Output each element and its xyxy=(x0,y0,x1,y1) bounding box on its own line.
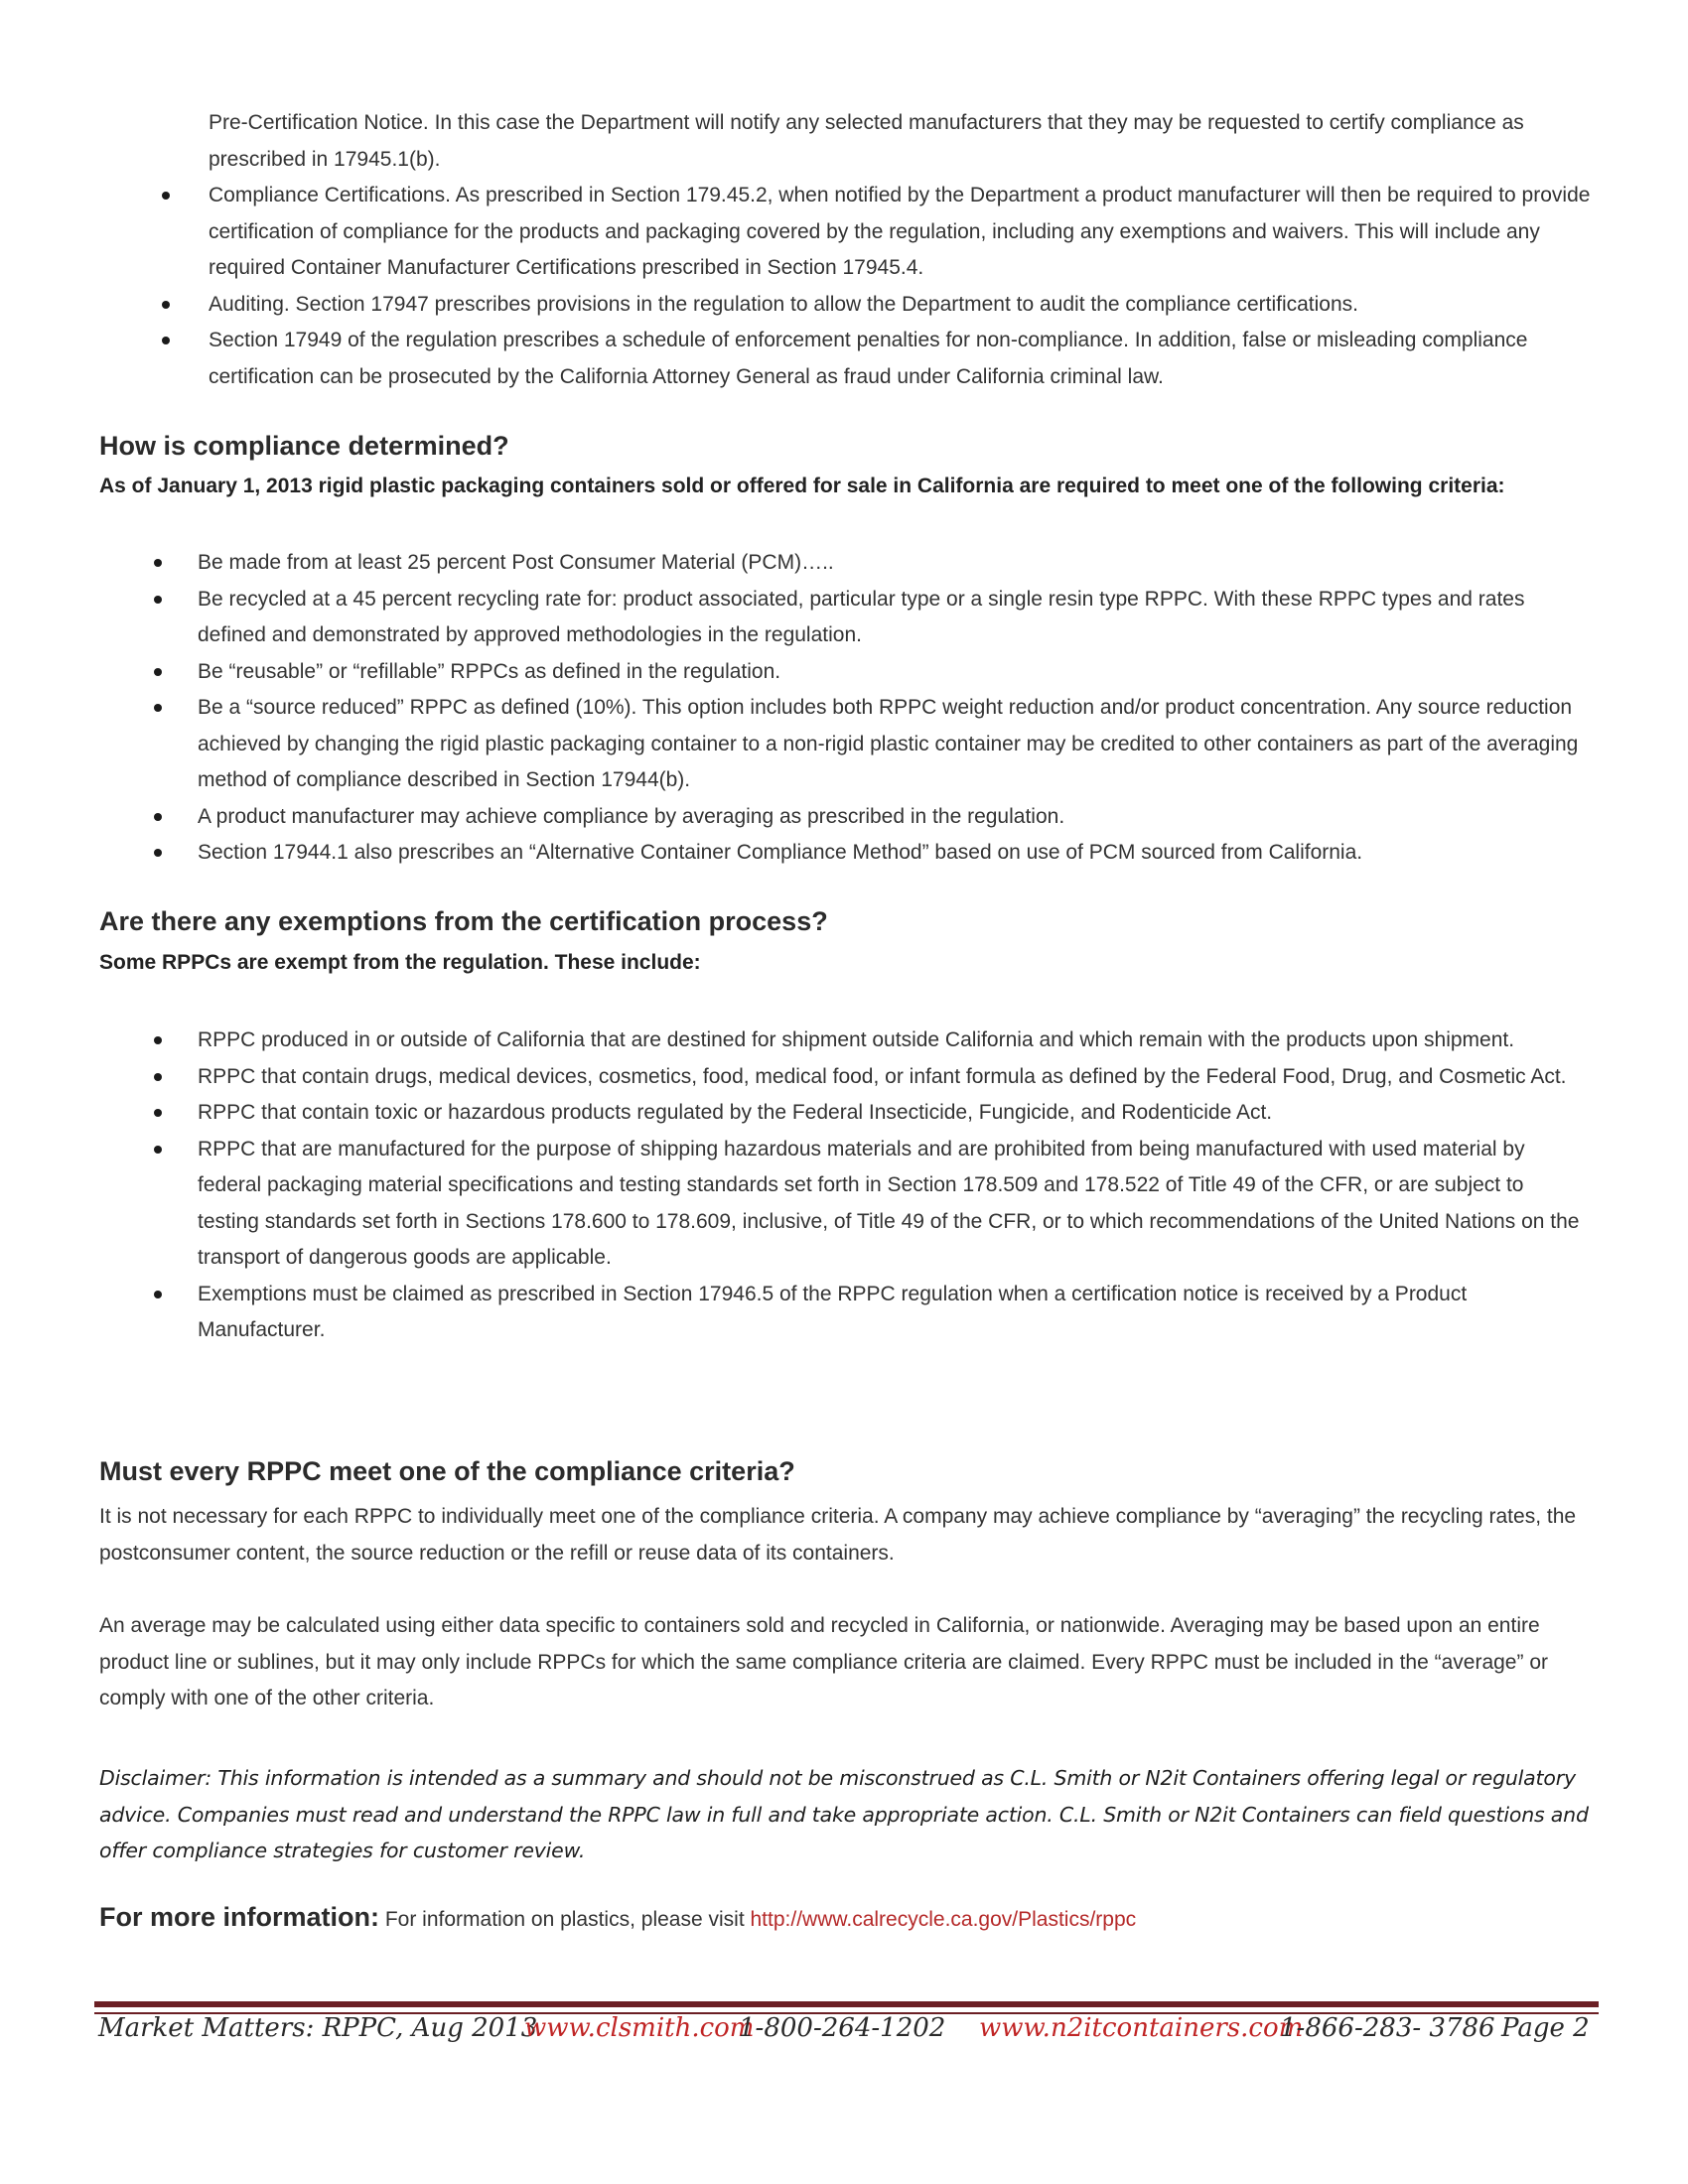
list-item-text: Section 17949 of the regulation prescribes a schedule of enforcement penalties for non-compliance. In addition, false or misleading compliance certification can be prosecuted by the California Attorney General as fraud under California criminal law. xyxy=(209,329,1528,388)
list-item-text: Be recycled at a 45 percent recycling rate for: product associated, particular type or a single resin type RPPC. With these RPPC types and rates defined and demonstrated by approved methodologies in the regulation. xyxy=(198,587,1525,646)
list-item xyxy=(198,582,1588,654)
section-heading-compliance: How is compliance determined? xyxy=(99,431,509,461)
list-item xyxy=(198,690,1588,799)
calrecycle-link[interactable]: http://www.calrecycle.ca.gov/Plastics/rppc xyxy=(750,1908,1137,1931)
footer-title: Market Matters: RPPC, Aug 2013 xyxy=(98,2013,538,2043)
section-subhead-exemptions: Some RPPCs are exempt from the regulation. These include: xyxy=(99,951,701,974)
list-item-text: Be “reusable” or “refillable” RPPCs as defined in the regulation. xyxy=(198,659,781,683)
bullet-icon xyxy=(162,301,170,309)
section-heading-criteria: Must every RPPC meet one of the compliance criteria? xyxy=(99,1456,795,1486)
list-item xyxy=(198,654,1588,691)
bullet-icon xyxy=(154,1146,162,1154)
list-item xyxy=(198,1095,1588,1132)
bullet-icon xyxy=(154,813,162,821)
bullet-icon xyxy=(154,1109,162,1117)
list-item-text: A product manufacturer may achieve compliance by averaging as prescribed in the regulation. xyxy=(198,804,1065,828)
compliance-criteria-list xyxy=(198,545,1588,872)
more-info-line xyxy=(99,1902,1136,1933)
footer-page-number: Page 2 xyxy=(1501,2013,1590,2043)
list-item-text: RPPC that contain toxic or hazardous products regulated by the Federal Insecticide, Fungicide, and Rodenticide Act. xyxy=(198,1101,1273,1124)
more-info-text: For information on plastics, please visit xyxy=(379,1908,751,1931)
section-heading-exemptions: Are there any exemptions from the certification process? xyxy=(99,906,828,936)
list-item-text: Compliance Certifications. As prescribed in Section 179.45.2, when notified by the Department a product manufacturer will then be required to provide certification of compliance for the products and packaging covered by the regulation, including any exemptions and waivers. This will include any required Container Manufacturer Certifications prescribed in Section 17945.4. xyxy=(209,184,1591,279)
more-info-label: For more information: xyxy=(99,1902,379,1932)
list-item-text: Section 17944.1 also prescribes an “Alternative Container Compliance Method” based on use of PCM sourced from California. xyxy=(198,841,1363,864)
list-item-text: Exemptions must be claimed as prescribed in Section 17946.5 of the RPPC regulation when a certification notice is received by a Product Manufacturer. xyxy=(198,1282,1468,1341)
list-item-text: RPPC that are manufactured for the purpose of shipping hazardous materials and are prohibited from being manufactured with used material by federal packaging material specifications and testing standards set forth in Section 178.509 and 178.522 of Title 49 of the CFR, or are subject to testing standards set forth in Sections 178.600 to 178.609, inclusive, of Title 49 of the CFR, or to which recommendations of the United Nations on the transport of dangerous goods are applicable. xyxy=(198,1137,1580,1269)
list-item xyxy=(198,1277,1588,1349)
list-item xyxy=(198,1023,1588,1059)
exemptions-list xyxy=(198,1023,1588,1349)
list-item xyxy=(198,545,1588,582)
bullet-icon xyxy=(154,1291,162,1298)
bullet-icon xyxy=(154,596,162,604)
list-item xyxy=(209,105,1599,178)
list-item xyxy=(198,1059,1588,1096)
footer-n2it-phone: 1-866-283- 3786 xyxy=(1280,2013,1495,2043)
criteria-paragraph-2: An average may be calculated using either data specific to containers sold and recycled in California, or nationwide. Averaging may be based upon an entire product line or sublines, but it may only include RPPCs for which the same compliance criteria are claimed. Every RPPC must be included in the “average” or comply with one of the other criteria. xyxy=(99,1614,1548,1709)
bullet-icon xyxy=(154,559,162,567)
bullet-icon xyxy=(154,704,162,712)
list-item xyxy=(209,287,1599,324)
intro-list xyxy=(209,105,1599,395)
bullet-icon xyxy=(154,668,162,676)
disclaimer: Disclaimer: This information is intended as a summary and should not be misconstrued as C.L. Smith or N2it Containers offering legal or regulatory advice. Companies must read and understand the RPPC law in full and take appropriate action. C.L. Smith or N2it Containers can field questions and offer compliance strategies for customer review. xyxy=(99,1766,1589,1862)
bullet-icon xyxy=(154,849,162,857)
list-item-text: Auditing. Section 17947 prescribes provisions in the regulation to allow the Department to audit the compliance certifications. xyxy=(209,292,1358,316)
list-item-text: RPPC produced in or outside of California that are destined for shipment outside California and which remain with the products upon shipment. xyxy=(198,1028,1515,1051)
bullet-icon xyxy=(162,337,170,344)
list-item-text: RPPC that contain drugs, medical devices, cosmetics, food, medical food, or infant formula as defined by the Federal Food, Drug, and Cosmetic Act. xyxy=(198,1064,1567,1088)
list-item xyxy=(209,178,1599,287)
footer-n2it-url[interactable]: www.n2itcontainers.com xyxy=(979,2013,1304,2043)
bullet-icon xyxy=(162,192,170,200)
criteria-paragraph-1: It is not necessary for each RPPC to individually meet one of the compliance criteria. A company may achieve compliance by “averaging” the recycling rates, the postconsumer content, the source reduction or the refill or reuse data of its containers. xyxy=(99,1505,1577,1565)
bullet-icon xyxy=(154,1073,162,1081)
list-item xyxy=(198,835,1588,872)
list-item-text: Be made from at least 25 percent Post Consumer Material (PCM)….. xyxy=(198,551,834,574)
footer-clsmith-phone: 1-800-264-1202 xyxy=(739,2013,946,2043)
list-item-text: Be a “source reduced” RPPC as defined (10%). This option includes both RPPC weight reduction and/or product concentration. Any source reduction achieved by changing the rigid plastic packaging container to a non-rigid plastic container may be credited to other containers as part of the averaging method of compliance described in Section 17944(b). xyxy=(198,696,1579,791)
list-item xyxy=(198,799,1588,836)
list-item xyxy=(198,1132,1588,1277)
list-item-text: Pre-Certification Notice. In this case the Department will notify any selected manufacturers that they may be requested to certify compliance as prescribed in 17945.1(b). xyxy=(209,111,1524,171)
list-item xyxy=(209,323,1599,395)
footer-clsmith-url[interactable]: www.clsmith.com xyxy=(524,2013,755,2043)
bullet-icon xyxy=(154,1036,162,1044)
section-subhead-compliance: As of January 1, 2013 rigid plastic packaging containers sold or offered for sale in California are required to meet one of the following criteria: xyxy=(99,475,1505,497)
footer-divider xyxy=(94,2001,1599,2007)
